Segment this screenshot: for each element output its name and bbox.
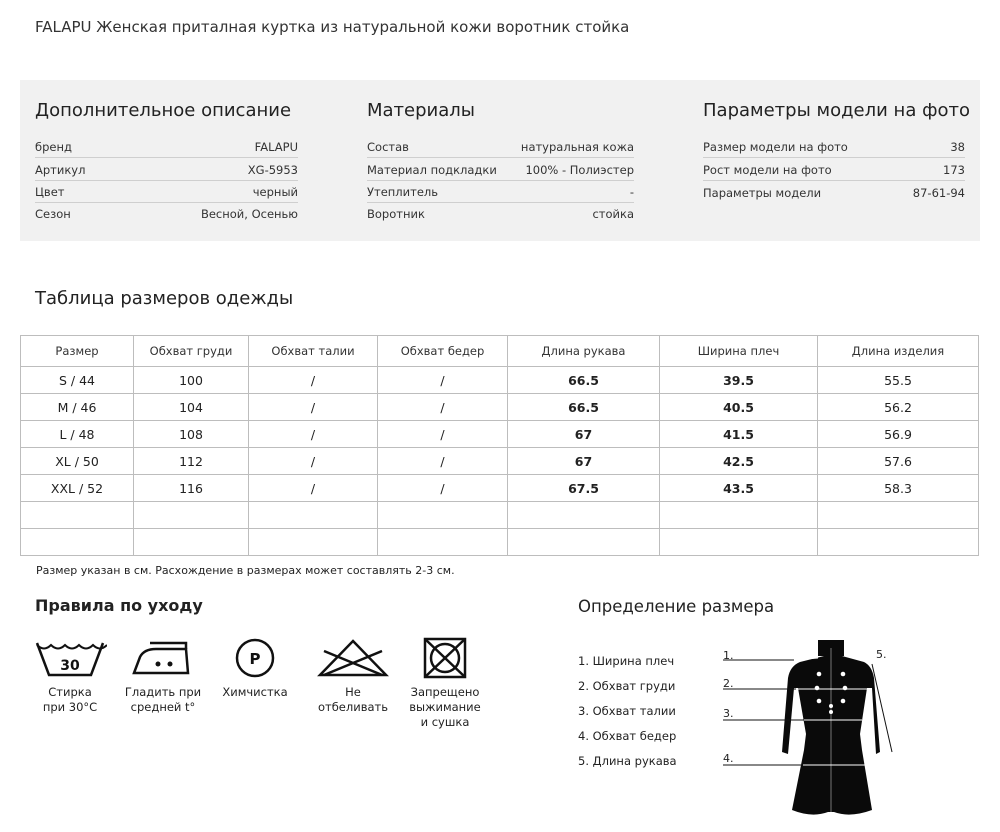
care-item-nowring [405,637,485,730]
coat-diagram [720,636,900,830]
cell: / [378,421,508,448]
table-row [21,421,979,448]
row-key: Утеплитель [367,185,439,199]
marker-label: 3. [723,707,734,720]
row-value: 173 [943,163,965,177]
marker-label: 5. [876,648,887,661]
table-row [21,475,979,502]
cell: 104 [134,394,249,421]
info-panel [20,80,980,241]
table-row-empty [21,502,979,529]
cell: / [378,475,508,502]
definition-item: 3. Обхват талии [578,704,676,718]
definition-item: 5. Длина рукава [578,754,677,768]
model-row [703,158,965,181]
page-title: FALAPU Женская приталная куртка из натуральной кожи воротник стойка [35,18,630,36]
care-item-iron [123,637,203,715]
materials-heading: Материалы [367,100,475,121]
cell: / [378,448,508,475]
row-key: Сезон [35,207,71,221]
cell: 112 [134,448,249,475]
row-value: 87-61-94 [912,186,965,200]
cell: 39.5 [660,367,818,394]
marker-label: 2. [723,677,734,690]
row-key: Параметры модели [703,186,822,200]
size-note: Размер указан в см. Расхождение в размерах может составлять 2-3 см. [36,564,455,577]
care-item-dryclean [215,637,295,700]
care-label: Химчистка [222,685,288,699]
iron-medium-icon [126,637,200,679]
cell: L / 48 [21,421,134,448]
header-hips: Обхват бедер [378,336,508,367]
cell: 58.3 [818,475,979,502]
care-label: средней t° [130,700,196,714]
care-item-nobleach [310,637,396,715]
cell: / [249,367,378,394]
header-chest: Обхват груди [134,336,249,367]
materials-row [367,135,634,158]
wash-temp: 30 [60,658,80,674]
cell: XXL / 52 [21,475,134,502]
size-definition-heading: Определение размера [578,597,775,616]
definition-item: 1. Ширина плеч [578,654,675,668]
care-label: при 30°С [42,700,98,714]
cell: / [249,394,378,421]
definition-item: 2. Обхват груди [578,679,676,693]
marker-label: 4. [723,752,734,765]
cell: XL / 50 [21,448,134,475]
row-key: Артикул [35,163,86,177]
cell: / [249,421,378,448]
no-tumble-dry-icon [408,637,482,679]
care-label: Стирка [48,685,92,699]
table-row-empty [21,529,979,556]
model-row [703,181,965,203]
coat-silhouette [782,640,880,815]
row-key: Размер модели на фото [703,140,848,154]
care-label: Не отбеливать [317,685,389,714]
row-value: стойка [592,207,634,221]
dry-clean-letter: P [249,650,261,668]
cell: 43.5 [660,475,818,502]
cell: 67 [508,421,660,448]
row-value: Весной, Осенью [200,207,298,221]
row-key: бренд [35,140,72,154]
cell: 55.5 [818,367,979,394]
cell: 100 [134,367,249,394]
cell: 41.5 [660,421,818,448]
cell: S / 44 [21,367,134,394]
row-key: Рост модели на фото [703,163,832,177]
description-row [35,180,298,203]
cell: 108 [134,421,249,448]
care-label: Запрещено [410,685,480,699]
cell: 116 [134,475,249,502]
materials-row [367,158,634,181]
row-key: Состав [367,140,409,154]
row-value: натуральная кожа [520,140,634,154]
header-size: Размер [21,336,134,367]
cell: 67.5 [508,475,660,502]
header-sleeve: Длина рукава [508,336,660,367]
care-label: выжимание [409,700,481,714]
cell: 66.5 [508,367,660,394]
cell: M / 46 [21,394,134,421]
cell: 56.9 [818,421,979,448]
cell: / [378,394,508,421]
cell: / [249,475,378,502]
description-heading: Дополнительное описание [35,100,292,121]
table-row [21,394,979,421]
care-label: и сушка [420,715,470,729]
cell: 40.5 [660,394,818,421]
cell: 67 [508,448,660,475]
definition-item: 4. Обхват бедер [578,729,677,743]
cell: 66.5 [508,394,660,421]
marker-label: 1. [723,649,734,662]
materials-row [367,180,634,203]
care-item-wash [30,637,110,715]
description-row [35,135,298,158]
cell: 56.2 [818,394,979,421]
row-key: Материал подкладки [367,163,497,177]
cell: / [249,448,378,475]
cell: / [378,367,508,394]
header-shoulders: Ширина плеч [660,336,818,367]
care-label: Гладить при [124,685,202,699]
description-row [35,202,298,224]
table-row [21,448,979,475]
description-row [35,158,298,181]
materials-row [367,202,634,224]
size-table [20,335,979,556]
wash-30-icon [33,637,107,679]
cell: 42.5 [660,448,818,475]
header-length: Длина изделия [818,336,979,367]
model-row [703,135,965,158]
row-value: черный [252,185,298,199]
row-value: 38 [950,140,965,154]
row-value: FALAPU [254,140,298,154]
size-table-heading: Таблица размеров одежды [35,288,294,309]
row-key: Воротник [367,207,425,221]
cell: 57.6 [818,448,979,475]
row-value: XG-5953 [247,163,298,177]
header-waist: Обхват талии [249,336,378,367]
table-row [21,367,979,394]
dry-clean-p-icon [218,637,292,679]
table-header-row [21,336,979,367]
row-value: 100% - Полиэстер [525,163,634,177]
no-bleach-icon [316,637,390,679]
care-heading: Правила по уходу [35,596,203,615]
row-value: - [629,185,634,199]
model-heading: Параметры модели на фото [703,100,970,121]
row-key: Цвет [35,185,65,199]
